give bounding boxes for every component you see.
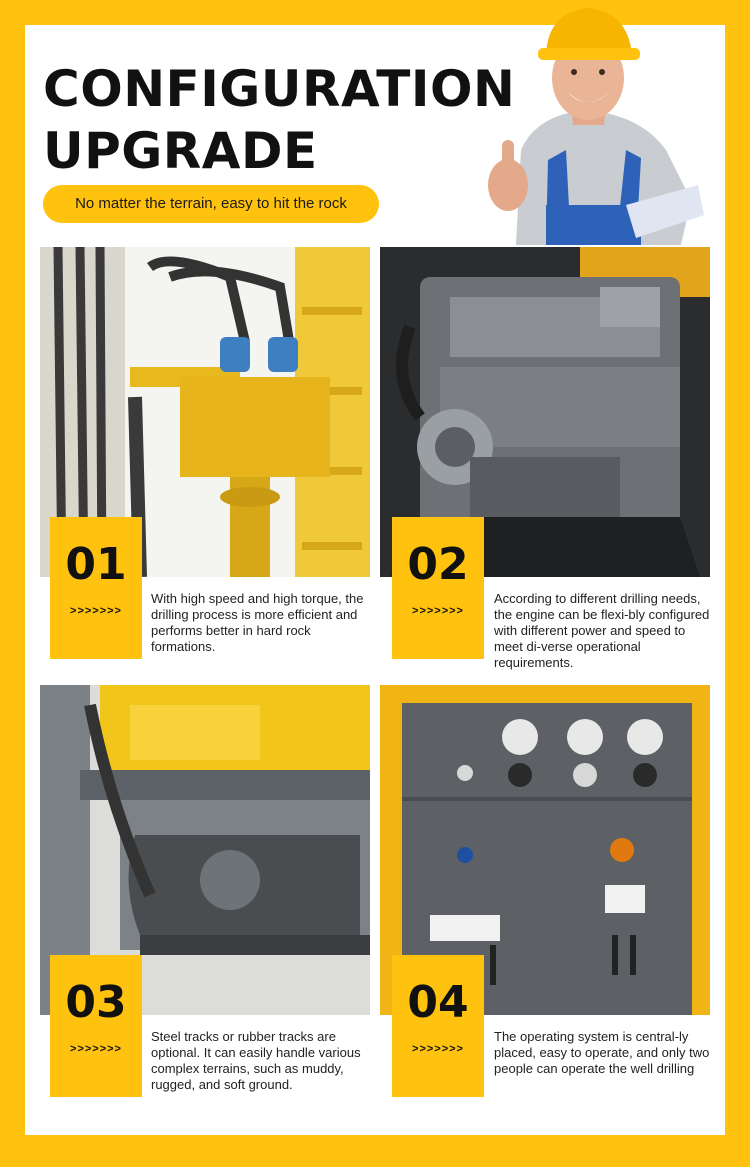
feature-badge-01: [50, 517, 142, 659]
arrows-decoration: >>>>>>>: [70, 1043, 122, 1055]
worker-image: [476, 0, 706, 245]
feature-description-03: Steel tracks or rubber tracks are optional. It can easily handle various complex terrains, such as muddy, rugged, and soft ground.: [151, 1029, 361, 1092]
feature-description-04: The operating system is central-ly placed, easy to operate, and only two people can operate the well drilling: [494, 1029, 710, 1076]
arrows-decoration: >>>>>>>: [70, 605, 122, 617]
arrows-decoration: >>>>>>>: [412, 605, 464, 617]
title-line-1: CONFIGURATION: [43, 60, 516, 118]
feature-number: 03: [65, 977, 127, 1028]
feature-number: 01: [65, 539, 127, 590]
feature-description-01: With high speed and high torque, the drilling process is more efficient and performs better in hard rock formations.: [151, 591, 364, 654]
page-title: [43, 58, 515, 182]
arrows-decoration: >>>>>>>: [412, 1043, 464, 1055]
feature-description-02: According to different drilling needs, the engine can be flexi-bly configured with different power and speed to meet di-verse operational requirements.: [494, 591, 710, 670]
feature-badge-03: [50, 955, 142, 1097]
feature-badge-04: [392, 955, 484, 1097]
title-line-2: UPGRADE: [43, 122, 318, 180]
feature-badge-02: [392, 517, 484, 659]
tagline-pill: No matter the terrain, easy to hit the rock: [43, 185, 379, 223]
feature-number: 04: [407, 977, 469, 1028]
feature-number: 02: [407, 539, 469, 590]
